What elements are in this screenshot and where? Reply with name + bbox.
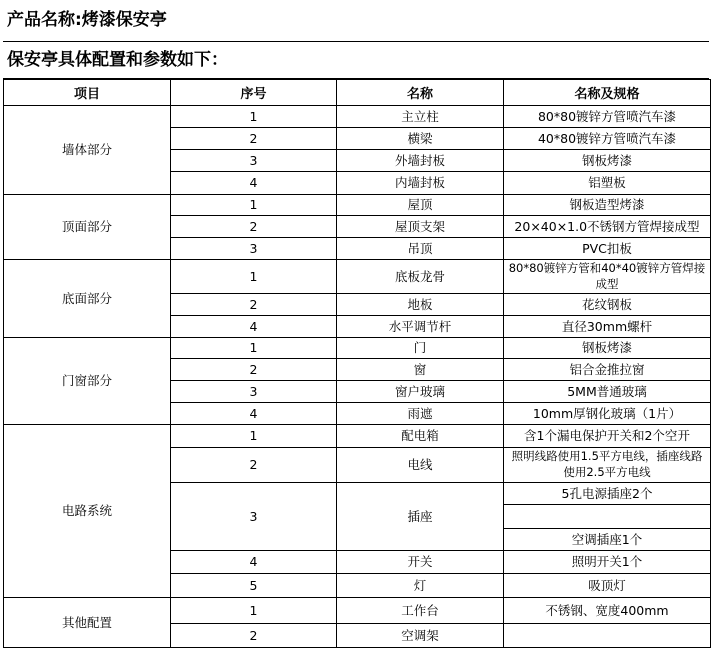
number-cell: 2	[171, 448, 337, 483]
spec-cell: 照明开关1个	[504, 551, 711, 574]
table-row	[4, 338, 711, 359]
spec-cell: 吸顶灯	[504, 574, 711, 598]
table-row	[4, 598, 711, 624]
product-title: 产品名称:烤漆保安亭	[3, 0, 709, 42]
name-cell: 横梁	[337, 128, 504, 150]
spec-cell: 空调插座1个	[504, 529, 711, 551]
spec-cell: 不锈钢、宽度400mm	[504, 598, 711, 624]
number-cell: 1	[171, 260, 337, 294]
number-cell: 2	[171, 128, 337, 150]
spec-cell: 5MM普通玻璃	[504, 381, 711, 403]
number-cell: 3	[171, 238, 337, 260]
table-row	[4, 106, 711, 128]
spec-cell	[504, 624, 711, 648]
number-cell: 1	[171, 425, 337, 448]
spec-cell: 含1个漏电保护开关和2个空开	[504, 425, 711, 448]
category-cell: 其他配置	[4, 598, 171, 648]
number-cell: 4	[171, 172, 337, 195]
number-cell: 4	[171, 551, 337, 574]
number-cell: 2	[171, 359, 337, 381]
number-cell: 3	[171, 381, 337, 403]
name-cell: 吊顶	[337, 238, 504, 260]
name-cell: 水平调节杆	[337, 316, 504, 338]
spec-cell: 花纹钢板	[504, 294, 711, 316]
category-cell: 底面部分	[4, 260, 171, 338]
spec-cell: 5孔电源插座2个	[504, 483, 711, 505]
spec-cell: 10mm厚钢化玻璃（1片）	[504, 403, 711, 425]
name-cell: 外墙封板	[337, 150, 504, 172]
table-row	[4, 260, 711, 294]
spec-cell: 20×40×1.0不锈钢方管焊接成型	[504, 216, 711, 238]
name-cell: 窗	[337, 359, 504, 381]
category-cell: 门窗部分	[4, 338, 171, 425]
spec-cell	[504, 505, 711, 529]
number-cell: 1	[171, 195, 337, 216]
header-spec: 名称及规格	[504, 80, 711, 106]
name-cell: 雨遮	[337, 403, 504, 425]
header-number: 序号	[171, 80, 337, 106]
name-cell: 地板	[337, 294, 504, 316]
number-cell: 4	[171, 316, 337, 338]
spec-cell: 直径30mm螺杆	[504, 316, 711, 338]
number-cell: 3	[171, 150, 337, 172]
name-cell: 窗户玻璃	[337, 381, 504, 403]
spec-cell: 40*80镀锌方管喷汽车漆	[504, 128, 711, 150]
spec-cell: 钢板烤漆	[504, 150, 711, 172]
table-row	[4, 425, 711, 448]
name-cell: 内墙封板	[337, 172, 504, 195]
config-title: 保安亭具体配置和参数如下：	[3, 42, 709, 79]
name-cell: 底板龙骨	[337, 260, 504, 294]
header-category: 项目	[4, 80, 171, 106]
spec-cell: 铝塑板	[504, 172, 711, 195]
number-cell: 3	[171, 483, 337, 551]
spec-cell: 铝合金推拉窗	[504, 359, 711, 381]
name-cell: 灯	[337, 574, 504, 598]
number-cell: 2	[171, 294, 337, 316]
name-cell: 配电箱	[337, 425, 504, 448]
name-cell: 主立柱	[337, 106, 504, 128]
spec-cell: 80*80镀锌方管喷汽车漆	[504, 106, 711, 128]
name-cell: 屋顶	[337, 195, 504, 216]
table-row	[4, 195, 711, 216]
name-cell: 屋顶支架	[337, 216, 504, 238]
name-cell: 插座	[337, 483, 504, 551]
spec-cell: 钢板造型烤漆	[504, 195, 711, 216]
number-cell: 4	[171, 403, 337, 425]
spec-cell: 80*80镀锌方管和40*40镀锌方管焊接成型	[504, 260, 711, 294]
header-row	[4, 80, 711, 106]
number-cell: 1	[171, 106, 337, 128]
category-cell: 电路系统	[4, 425, 171, 598]
config-table	[3, 79, 711, 648]
number-cell: 1	[171, 338, 337, 359]
name-cell: 空调架	[337, 624, 504, 648]
number-cell: 2	[171, 624, 337, 648]
category-cell: 顶面部分	[4, 195, 171, 260]
number-cell: 5	[171, 574, 337, 598]
name-cell: 门	[337, 338, 504, 359]
name-cell: 电线	[337, 448, 504, 483]
name-cell: 工作台	[337, 598, 504, 624]
name-cell: 开关	[337, 551, 504, 574]
category-cell: 墙体部分	[4, 106, 171, 195]
number-cell: 1	[171, 598, 337, 624]
header-name: 名称	[337, 80, 504, 106]
number-cell: 2	[171, 216, 337, 238]
spec-cell: 钢板烤漆	[504, 338, 711, 359]
spec-cell: PVC扣板	[504, 238, 711, 260]
spec-cell: 照明线路使用1.5平方电线，插座线路使用2.5平方电线	[504, 448, 711, 483]
